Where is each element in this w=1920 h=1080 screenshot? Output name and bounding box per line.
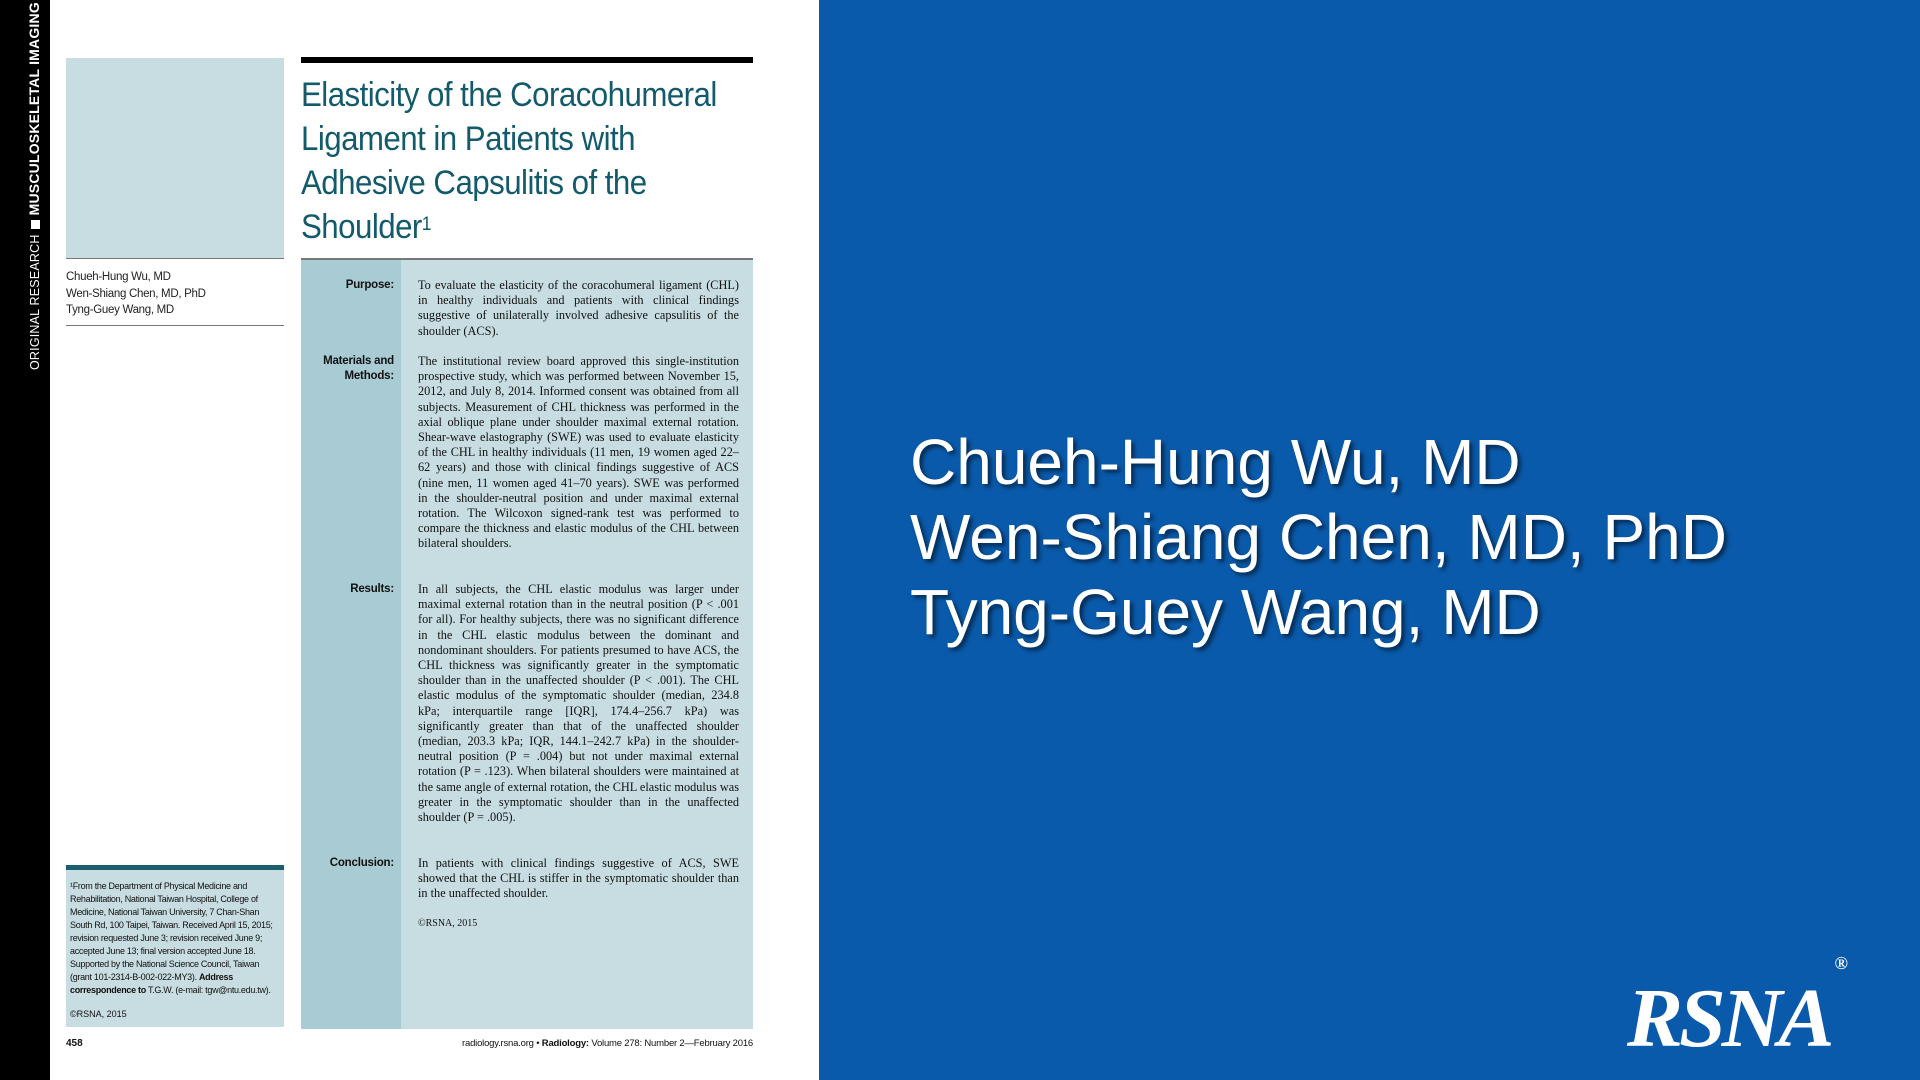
footnote-text	[70, 880, 280, 997]
results-text: In all subjects, the CHL elastic modulus was larger under maximal external rotation than in the neutral position (P < .001 for all). For healthy subjects, there was no significant difference in the CHL elastic modulus between the dominant and nondominant shoulders. For patients presumed to have ACS, the CHL thickness was significantly greater in the symptomatic shoulder than in the unaffected shoulder (P < .001). The CHL elastic modulus of the symptomatic shoulder (median, 234.8 kPa; interquartile range [IQR], 174.4–256.7 kPa) was significantly greater than that of the unaffected shoulder (median, 203.3 kPa; IQR, 144.1–242.7 kPa) in the shoulder-neutral position (P = .004) but not under maximal external rotation (P = .123). When bilateral shoulders were maintained at the same angle of external rotation, the CHL elastic modulus was greater in the symptomatic shoulder than in the unaffected shoulder (P = .005).	[418, 582, 739, 825]
journal-url: radiology.rsna.org	[462, 1038, 534, 1049]
author-name: Chueh-Hung Wu, MD	[66, 271, 171, 283]
rsna-logo-text: RSNA	[1627, 972, 1831, 1065]
image-placeholder	[66, 58, 284, 258]
footnote-box	[66, 865, 284, 1027]
purpose-text: To evaluate the elasticity of the coracohumeral ligament (CHL) in healthy individuals and patients with clinical findings suggestive of unilaterally involved adhesive capsulitis of the shoulder (ACS).	[418, 278, 739, 338]
section-label-bold: MUSCULOSKELETAL IMAGING	[26, 2, 42, 216]
author-list	[66, 258, 284, 326]
article-title	[301, 73, 717, 249]
results-label: Results:	[350, 583, 394, 595]
author-names-slide	[910, 425, 1727, 650]
footnote-copyright: ©RSNA, 2015	[70, 1009, 127, 1019]
page-number: 458	[66, 1038, 83, 1049]
abstract-copyright-text: ©RSNA, 2015	[418, 918, 478, 929]
methods-text: The institutional review board approved this single-institution prospective study, which was performed between November 15, 2012, and July 8, 2014. Informed consent was obtained from all subjects. Measurement of CHL thickness was performed in the axial oblique plane under shoulder maximal external rotation. Shear-wave elastography (SWE) was used to evaluate elasticity of the CHL in healthy individuals (11 men, 19 women aged 22–62 years) and those with clinical findings suggestive of ACS (nine men, 11 women aged 41–70 years). SWE was performed in the shoulder-neutral position and under maximal external rotation. The Wilcoxon signed-rank test was performed to compare the thickness and elastic modulus of the CHL between bilateral shoulders.	[418, 354, 739, 551]
article-title-text: Elasticity of the Coracohumeral Ligament in Patients with Adhesive Capsulitis of the Shoulder	[301, 76, 717, 246]
purpose-label: Purpose:	[345, 279, 394, 291]
slide-author-name: Tyng-Guey Wang, MD	[910, 576, 1541, 648]
journal-issue: Volume 278: Number 2—February 2016	[591, 1038, 753, 1049]
slide-author-name: Wen-Shiang Chen, MD, PhD	[910, 501, 1727, 573]
journal-name: Radiology:	[541, 1038, 589, 1049]
conclusion-text: In patients with clinical findings suggestive of ACS, SWE showed that the CHL is stiffer in the symptomatic shoulder than in the unaffected shoulder.	[418, 856, 739, 901]
registered-mark: ®	[1834, 953, 1844, 973]
section-label-normal: ORIGINAL RESEARCH	[28, 234, 42, 370]
slide-author-name: Chueh-Hung Wu, MD	[910, 426, 1521, 498]
journal-footer: radiology.rsna.org • Radiology: Volume 278: Number 2—February 2016	[462, 1038, 753, 1049]
correspondence-text: T.G.W. (e-mail: tgw@ntu.edu.tw).	[147, 985, 271, 995]
square-icon	[31, 220, 40, 229]
abstract-panel	[301, 258, 753, 1029]
conclusion-label: Conclusion:	[329, 857, 394, 869]
rsna-logo	[1627, 953, 1844, 1067]
title-rule	[301, 57, 753, 63]
author-name: Wen-Shiang Chen, MD, PhD	[66, 287, 206, 300]
title-footnote-mark: 1	[421, 214, 431, 235]
left-black-strip	[0, 0, 50, 1080]
correspondence-label: Address correspondence to	[70, 972, 233, 995]
methods-label: Materials and Methods:	[323, 355, 394, 382]
author-name: Tyng-Guey Wang, MD	[66, 304, 174, 316]
article-page	[50, 0, 819, 1080]
footnote-affiliation: ¹From the Department of Physical Medicine and Rehabilitation, National Taiwan Hospital, College of Medicine, National Taiwan University, 7 Chan-Shan South Rd, 100 Taipei, Taiwan. Received April 15, 2015; revision requested June 3; revision received June 9; accepted June 13; final version accepted June 18. Supported by the National Science Council, Taiwan (grant 101-2314-B-002-022-MY3).	[70, 881, 273, 982]
